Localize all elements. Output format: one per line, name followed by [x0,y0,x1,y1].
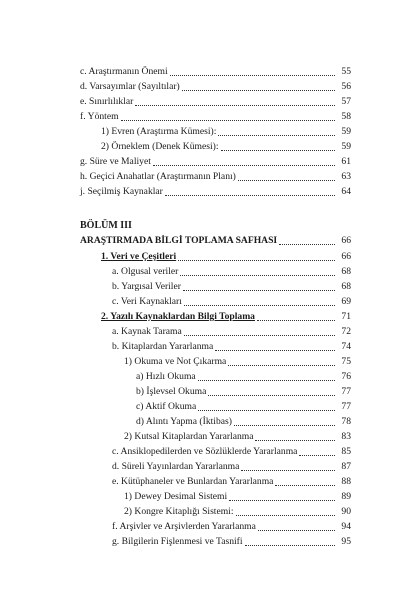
dot-leader [178,260,335,261]
dot-leader [215,350,335,351]
toc-entry [80,110,351,124]
dot-leader [218,135,335,136]
toc-entry [124,505,351,519]
toc-entry-title: c) Aktif Okuma [136,401,197,412]
toc-entry-title: a) Hızlı Okuma [136,371,196,382]
toc-entry-title: c. Ansiklopedilerden ve Sözlüklerde Yararlanma [112,446,298,457]
dot-leader [299,455,335,456]
toc-entry-title: e. Kütüphaneler ve Bunlardan Yararlanma [112,476,274,487]
dot-leader [208,395,335,396]
toc-entry [112,460,351,474]
dot-leader [257,320,335,321]
toc-entry [101,125,351,139]
toc-entry-page: 78 [341,416,351,427]
toc-entry-page: 88 [341,476,351,487]
toc-entry-title: f. Yöntem [80,111,119,122]
toc-entry-title: g. Süre ve Maliyet [80,156,151,167]
toc-entry-title: a. Olgusal veriler [112,266,179,277]
toc-entry [80,170,351,184]
chapter-title [80,234,351,248]
toc-entry-page: 75 [341,356,351,367]
toc-entry-page: 61 [341,156,351,167]
toc-entry [112,475,351,489]
toc-entry [80,65,351,79]
toc-entry-title: d. Süreli Yayınlardan Yararlanma [112,461,240,472]
toc-entry-title: 2) Kongre Kitaplığı Sistemi: [124,506,234,517]
dot-leader [184,305,335,306]
toc-entry [112,520,351,534]
toc-entry [101,140,351,154]
toc-entry-page: 66 [341,251,351,262]
toc-entry [112,325,351,339]
toc-entry-page: 68 [341,266,351,277]
toc-entry-title: c. Veri Kaynakları [112,296,182,307]
dot-leader [182,90,335,91]
toc-entry-page: 59 [341,141,351,152]
toc-entry [112,280,351,294]
toc-entry-page: 89 [341,491,351,502]
toc-entry [101,310,351,324]
dot-leader [275,485,335,486]
toc-entry [136,385,351,399]
toc-entry [136,400,351,414]
dot-leader [165,195,335,196]
dot-leader [153,165,335,166]
dot-leader [245,545,335,546]
toc-entry-page: 64 [341,186,351,197]
dot-leader [241,470,335,471]
toc-entry [112,295,351,309]
dot-leader [221,150,336,151]
chapter-title-text: ARAŞTIRMADA BİLGİ TOPLAMA SAFHASI [80,235,278,246]
dot-leader [170,75,335,76]
toc-entry [136,370,351,384]
toc-entry [112,340,351,354]
toc-entry-title: 2. Yazılı Kaynaklardan Bilgi Toplama [101,311,255,322]
toc-entry-title: e. Sınırlılıklar [80,96,134,107]
dot-leader [198,410,335,411]
dot-leader [184,335,335,336]
toc-entry-title: d) Alıntı Yapma (İktibas) [136,416,232,427]
toc-entry-page: 76 [341,371,351,382]
toc-entry-page: 95 [341,536,351,547]
toc-entry-title: 2) Örneklem (Denek Kümesi): [101,141,219,152]
chapter-label: BÖLÜM III [80,220,132,231]
toc-entry [112,265,351,279]
dot-leader [198,380,335,381]
toc-entry [112,535,351,549]
toc-entry [80,185,351,199]
toc-entry-title: c. Araştırmanın Önemi [80,66,168,77]
toc-entry-title: g. Bilgilerin Fişlenmesi ve Tasnifi [112,536,243,547]
dot-leader [228,365,335,366]
dot-leader [180,275,335,276]
toc-entry-page: 77 [341,386,351,397]
dot-leader [255,440,335,441]
toc-entry-page: 72 [341,326,351,337]
toc-entry-title: f. Arşivler ve Arşivlerden Yararlanma [112,521,256,532]
toc-entry [124,430,351,444]
toc-entry-title: b) İşlevsel Okuma [136,386,207,397]
toc-entry-title: 1. Veri ve Çeşitleri [101,251,177,262]
dot-leader [135,105,335,106]
toc-entry-title: d. Varsayımlar (Sayıltılar) [80,81,180,92]
toc-entry-title: b. Kitaplardan Yararlanma [112,341,214,352]
toc-entry-title: b. Yargısal Veriler [112,281,181,292]
toc-entry-title: a. Kaynak Tarama [112,326,182,337]
toc-entry [80,80,351,94]
toc-entry [124,490,351,504]
toc-entry-title: 1) Okuma ve Not Çıkarma [124,356,227,367]
toc-entry-page: 59 [341,126,351,137]
toc-entry-page: 94 [341,521,351,532]
dot-leader [234,425,335,426]
toc-entry-page: 87 [341,461,351,472]
toc-entry [136,415,351,429]
toc-entry-page: 85 [341,446,351,457]
toc-entry-page: 71 [341,311,351,322]
toc-entry-page: 83 [341,431,351,442]
toc-entry-page: 57 [341,96,351,107]
toc-entry-page: 77 [341,401,351,412]
dot-leader [183,290,335,291]
toc-entry-page: 69 [341,296,351,307]
dot-leader [279,244,335,245]
toc-entry [80,95,351,109]
dot-leader [236,515,335,516]
dot-leader [121,120,335,121]
toc-entry [112,445,351,459]
toc-entry-page: 55 [341,66,351,77]
toc-entry-page: 56 [341,81,351,92]
toc-entry-title: 2) Kutsal Kitaplardan Yararlanma [124,431,254,442]
toc-entry-title: 1) Dewey Desimal Sistemi [124,491,228,502]
toc-entry [124,355,351,369]
toc-entry-page: 58 [341,111,351,122]
toc-entry [80,155,351,169]
toc-entry-page: 90 [341,506,351,517]
dot-leader [238,180,335,181]
dot-leader [229,500,335,501]
toc-entry-title: h. Geçici Anahatlar (Araştırmanın Planı) [80,171,236,182]
toc-entry-page: 74 [341,341,351,352]
toc-entry-title: 1) Evren (Araştırma Kümesi): [101,126,217,137]
dot-leader [258,530,335,531]
chapter-title-page: 66 [341,235,351,246]
toc-entry [101,250,351,264]
toc-entry-page: 68 [341,281,351,292]
toc-entry-title: j. Seçilmiş Kaynaklar [80,186,163,197]
toc-entry-page: 63 [341,171,351,182]
